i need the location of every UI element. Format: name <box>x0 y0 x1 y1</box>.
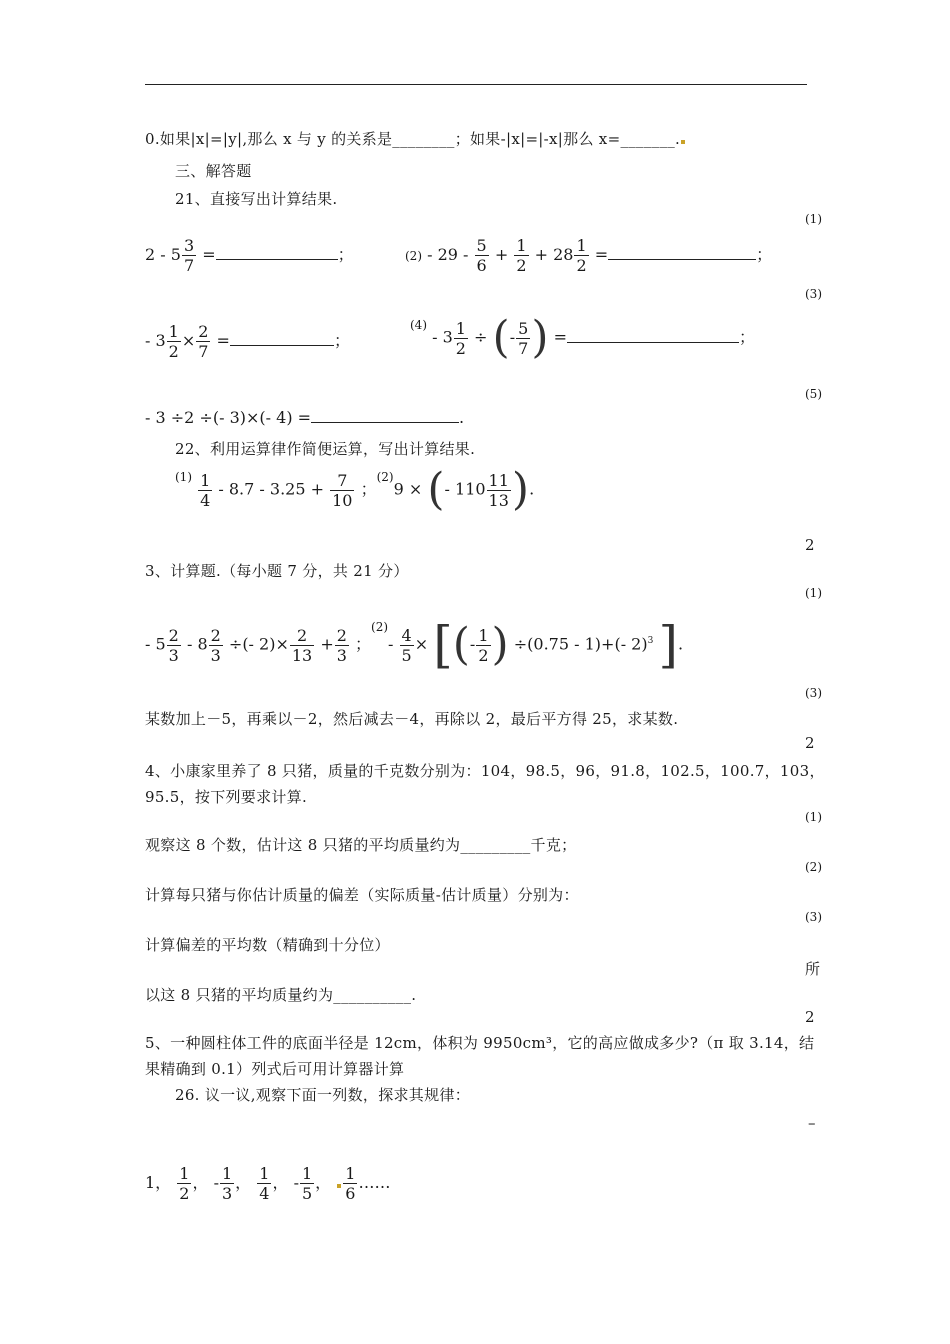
label-1b: (1) <box>805 586 822 600</box>
fraction <box>209 626 223 665</box>
denominator: 5 <box>301 1184 313 1203</box>
expr-22 <box>175 464 535 515</box>
answer-blank <box>608 258 756 260</box>
fraction <box>196 322 210 361</box>
denominator: 13 <box>488 490 509 510</box>
fraction <box>167 626 181 665</box>
equals-sign: = <box>594 245 609 264</box>
numerator: 11 <box>488 470 509 490</box>
sub-label: (1) <box>175 470 192 484</box>
expr-21-3 <box>145 322 350 361</box>
numerator: 3 <box>183 236 195 255</box>
numerator: 1 <box>179 1164 190 1183</box>
denominator: 3 <box>336 645 347 665</box>
denominator: 2 <box>516 256 527 275</box>
highlight-mark <box>337 1184 341 1188</box>
semicolon: ； <box>355 634 372 654</box>
fraction <box>475 236 489 275</box>
minus-sign: - <box>388 634 394 654</box>
fraction <box>177 1164 191 1203</box>
denominator: 2 <box>168 342 179 361</box>
expr-text: - 3 ÷2 ÷(- 3)×(- 4) = <box>145 408 312 427</box>
expr-23 <box>145 616 684 674</box>
semicolon: ； <box>360 479 377 499</box>
semicolon: ； <box>756 245 773 264</box>
numerator: 1 <box>345 1164 356 1183</box>
fraction <box>300 1164 314 1203</box>
expr-text: - 8 <box>186 634 208 654</box>
period: . <box>529 479 535 499</box>
denominator: 6 <box>345 1184 356 1203</box>
question-25-line2: 果精确到 0.1）列式后可用计算器计算 <box>145 1060 405 1078</box>
denominator: 7 <box>518 338 529 358</box>
numerator: 2 <box>168 625 179 645</box>
separator: ， <box>192 1173 209 1192</box>
sequence <box>145 1164 390 1203</box>
fraction <box>574 236 588 275</box>
question-24-line1: 4、小康家里养了 8 只猪，质量的千克数分别为：104，98.5，96，91.8，102.5，100.7，103， <box>145 762 825 780</box>
right-bracket: ] <box>658 616 678 674</box>
numerator: 1 <box>221 1164 233 1183</box>
numerator: 5 <box>476 236 487 255</box>
numerator: 4 <box>401 625 412 645</box>
label-3c: (3) <box>805 910 822 924</box>
question-22-title: 22、利用运算律作简便运算，写出计算结果. <box>175 440 476 458</box>
right-paren: ) <box>511 464 530 515</box>
question-24-line2: 95.5，按下列要求计算. <box>145 788 308 806</box>
numerator: 5 <box>518 318 529 338</box>
question-text: 某数加上－5，再乘以－2，然后减去－4，再除以 2，最后平方得 25，求某数. <box>145 710 679 728</box>
denominator: 7 <box>183 256 195 275</box>
answer-blank <box>311 421 459 423</box>
times-sign: × <box>181 331 196 350</box>
numerator: 2 <box>290 626 314 646</box>
sub-label: (4) <box>410 318 427 332</box>
fraction <box>290 626 314 665</box>
expr-text: - 3 <box>145 331 166 350</box>
fraction <box>454 319 468 358</box>
period: . <box>459 408 465 427</box>
expr-21-5 <box>145 408 464 427</box>
fraction <box>514 236 528 275</box>
plus-sign: + <box>320 634 334 654</box>
page-number-fragment-c: 2 <box>805 1008 815 1026</box>
fraction <box>476 626 490 665</box>
suo-char: 所 <box>805 960 821 978</box>
expr-text: 2 - 5 <box>145 245 181 264</box>
highlight-mark <box>681 140 685 144</box>
right-paren: ) <box>491 619 509 670</box>
minus-sign: - <box>469 634 476 654</box>
minus-sign: - <box>509 327 516 347</box>
equals-sign: = <box>216 331 230 350</box>
fraction <box>400 626 414 665</box>
semicolon: ； <box>337 245 354 264</box>
sub-label: (2) <box>405 249 422 263</box>
separator: ， <box>235 1173 252 1192</box>
fraction <box>516 319 530 358</box>
numerator: 1 <box>200 470 211 490</box>
denominator: 4 <box>200 490 211 510</box>
question-21-title: 21、直接写出计算结果. <box>175 190 338 208</box>
denominator: 13 <box>291 645 313 665</box>
minus-sign: - <box>213 1173 219 1192</box>
denominator: 3 <box>168 645 179 665</box>
separator: ， <box>272 1173 289 1192</box>
denominator: 2 <box>455 338 466 358</box>
label-1: (1) <box>805 212 822 226</box>
question-24-1: 观察这 8 个数，估计这 8 只猪的平均质量约为_________千克； <box>145 836 577 854</box>
numerator: 1 <box>576 236 587 255</box>
fraction <box>220 1164 234 1203</box>
label-1c: (1) <box>805 810 822 824</box>
numerator: 1 <box>516 236 527 255</box>
answer-blank <box>567 341 739 343</box>
question-20-text: 0.如果|x|=|y|,那么 x 与 y 的关系是________；如果-|x|=|-x|那么 x=_______. <box>145 130 681 148</box>
numerator: 1 <box>259 1164 270 1183</box>
period: . <box>677 634 684 654</box>
ellipsis: …… <box>358 1173 391 1192</box>
expr-text: + 28 <box>534 245 574 264</box>
numerator: 2 <box>336 625 347 645</box>
fraction <box>167 322 181 361</box>
denominator: 5 <box>401 645 412 665</box>
question-20-line <box>145 128 686 149</box>
right-paren: ) <box>531 312 549 363</box>
numerator: 1 <box>168 322 179 341</box>
fraction <box>330 471 354 510</box>
denominator: 2 <box>576 256 587 275</box>
expr-text: ÷(- 2)× <box>228 634 289 654</box>
denominator: 2 <box>478 645 489 665</box>
semicolon: ； <box>333 331 350 350</box>
left-paren: ( <box>492 312 510 363</box>
numerator: 2 <box>210 625 221 645</box>
expr-text: - 110 <box>444 479 486 499</box>
header-rule <box>145 84 807 85</box>
section-title: 三、解答题 <box>175 162 252 180</box>
minus-sign: - <box>293 1173 299 1192</box>
sequence-term: 1， <box>145 1173 172 1192</box>
plus-sign: + <box>494 245 509 264</box>
expr-text: ÷(0.75 - 1)+(- 2) <box>513 634 648 654</box>
label-3b: (3) <box>805 686 822 700</box>
fraction <box>182 236 196 275</box>
fraction <box>487 471 511 510</box>
left-bracket: [ <box>433 616 453 674</box>
denominator: 7 <box>198 342 209 361</box>
expr-21-4 <box>410 312 755 363</box>
expr-21-1 <box>145 236 354 275</box>
expr-text: - 29 - <box>427 245 469 264</box>
equals-sign: = <box>202 245 216 264</box>
denominator: 3 <box>221 1184 233 1203</box>
times-sign: × <box>414 634 429 654</box>
answer-blank <box>230 344 334 346</box>
answer-blank <box>216 258 338 260</box>
question-23-title: 3、计算题.（每小题 7 分，共 21 分） <box>145 562 409 580</box>
page-number-fragment: 2 <box>805 536 815 554</box>
question-26-title: 26. 议一议,观察下面一列数，探求其规律： <box>175 1086 470 1104</box>
left-paren: ( <box>427 464 445 515</box>
question-23-3 <box>145 708 678 729</box>
expr-text: - 3 <box>432 327 453 347</box>
numerator: 1 <box>301 1164 313 1183</box>
question-25-line1: 5、一种圆柱体工件的底面半径是 12cm，体积为 9950cm³，它的高应做成多少?（π 取 3.14，结 <box>145 1034 815 1052</box>
question-24-2: 计算每只猪与你估计质量的偏差（实际质量-估计质量）分别为： <box>145 886 579 904</box>
sub-label: (2) <box>376 470 394 484</box>
denominator: 6 <box>476 256 487 275</box>
divide-sign: ÷ <box>474 327 488 347</box>
question-24-4: 以这 8 只猪的平均质量约为__________. <box>145 986 417 1004</box>
label-5: (5) <box>805 387 822 401</box>
denominator: 2 <box>179 1184 190 1203</box>
dash-mark: – <box>808 1114 816 1132</box>
fraction <box>198 471 212 510</box>
fraction <box>335 626 349 665</box>
denominator: 10 <box>332 490 353 510</box>
denominator: 4 <box>259 1184 270 1203</box>
fraction <box>343 1164 357 1203</box>
numerator: 1 <box>478 625 489 645</box>
page-number-fragment-b: 2 <box>805 734 815 752</box>
fraction <box>257 1164 271 1203</box>
exponent: 3 <box>647 636 654 647</box>
numerator: 2 <box>198 322 209 341</box>
label-3: (3) <box>805 287 822 301</box>
expr-21-2 <box>405 236 772 275</box>
separator: ， <box>315 1173 332 1192</box>
expr-text: 9 × <box>393 479 423 499</box>
question-24-3: 计算偏差的平均数（精确到十分位） <box>145 936 390 954</box>
semicolon: ； <box>738 327 755 347</box>
sub-label: (2) <box>371 620 389 634</box>
label-2c: (2) <box>805 860 822 874</box>
left-paren: ( <box>452 619 470 670</box>
expr-text: - 5 <box>145 634 166 654</box>
numerator: 7 <box>330 471 354 491</box>
denominator: 3 <box>210 645 221 665</box>
equals-sign: = <box>553 327 567 347</box>
expr-text: - 8.7 - 3.25 + <box>218 479 325 499</box>
numerator: 1 <box>455 318 466 338</box>
